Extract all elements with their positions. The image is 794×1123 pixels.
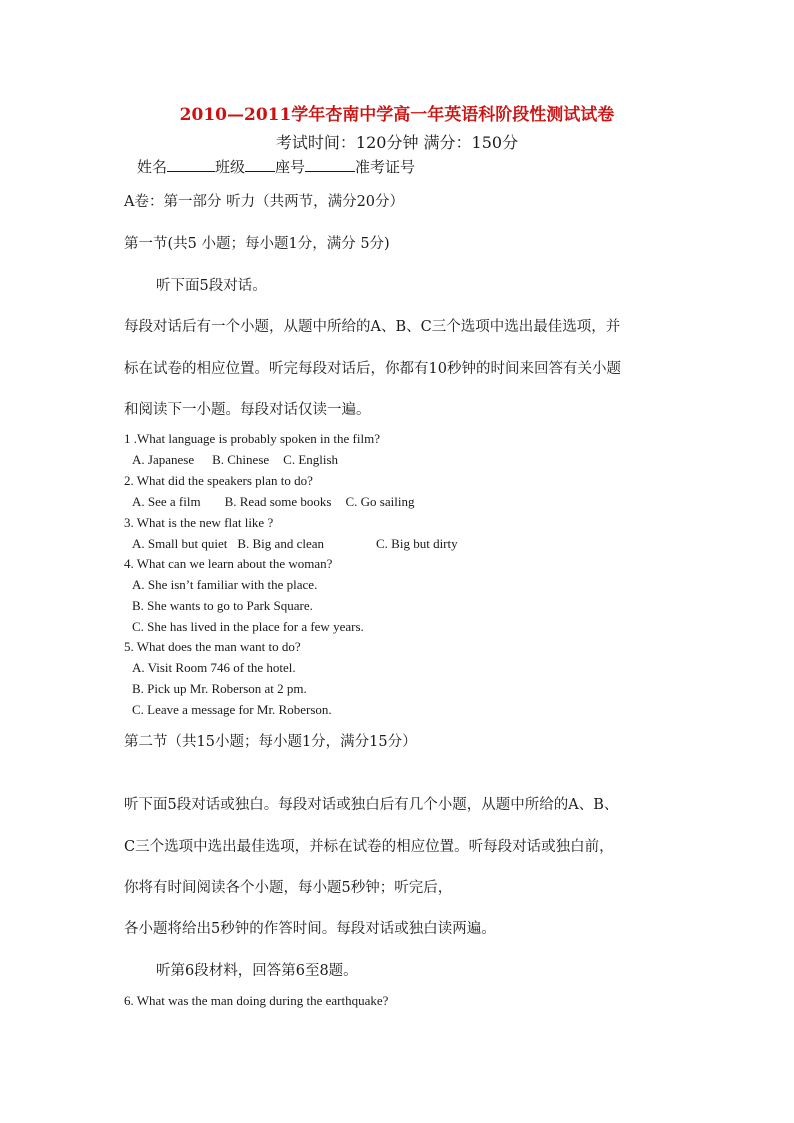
exam-info: 考试时间：120分钟 满分：150分 (275, 133, 519, 152)
section2-instruction-line: 听下面5段对话或独白。每段对话或独白后有几个小题，从题中所给的A、B、 (124, 797, 619, 813)
option[interactable]: C. Leave a message for Mr. Roberson. (132, 702, 332, 717)
class-blank[interactable] (245, 157, 275, 172)
section2-instruction-line: C三个选项中选出最佳选项，并标在试卷的相应位置。听每段对话或独白前， (124, 839, 614, 855)
option[interactable]: C. She has lived in the place for a few years. (132, 619, 364, 634)
name-label: 姓名 (137, 158, 168, 176)
student-info-line (137, 156, 415, 177)
option[interactable]: A. Small but quiet (132, 536, 228, 551)
seat-blank[interactable] (305, 157, 355, 172)
class-label: 班级 (215, 158, 246, 176)
option[interactable]: B. Read some books (224, 494, 332, 509)
option[interactable]: A. Visit Room 746 of the hotel. (132, 660, 296, 675)
option[interactable]: C. Go sailing (345, 494, 415, 509)
option[interactable]: A. See a film (132, 494, 201, 509)
material-intro: 听第6段材料，回答第6至8题。 (156, 963, 358, 979)
section1-heading: 第一节(共5 小题；每小题1分，满分 5分) (124, 236, 390, 252)
option-row (132, 452, 338, 468)
option[interactable]: A. Japanese (132, 452, 195, 467)
section1-instruction-line: 标在试卷的相应位置。听完每段对话后，你都有10秒钟的时间来回答有关小题 (124, 361, 621, 377)
option[interactable]: C. Big but dirty (376, 536, 458, 551)
option-row (132, 494, 414, 510)
section2-instruction-line: 你将有时间阅读各个小题，每小题5秒钟；听完后， (124, 880, 453, 896)
section1-instruction-line: 每段对话后有一个小题，从题中所给的A、B、C三个选项中选出最佳选项，并 (124, 319, 621, 335)
option[interactable]: C. English (283, 452, 339, 467)
section1-instruction-line: 和阅读下一小题。每段对话仅读一遍。 (124, 402, 371, 418)
question-text: 1 .What language is probably spoken in the film? (124, 431, 380, 446)
seat-label: 座号 (275, 158, 306, 176)
question-text: 5. What does the man want to do? (124, 639, 301, 654)
name-blank[interactable] (167, 157, 215, 172)
option[interactable]: B. Big and clean (237, 536, 324, 551)
option[interactable]: B. She wants to go to Park Square. (132, 598, 313, 613)
option[interactable]: B. Pick up Mr. Roberson at 2 pm. (132, 681, 307, 696)
option-row (132, 536, 458, 552)
option[interactable]: A. She isn’t familiar with the place. (132, 577, 318, 592)
option[interactable]: B. Chinese (212, 452, 270, 467)
exam-title: 2010—2011学年杏南中学高一年英语科阶段性测试试卷 (179, 105, 615, 125)
section1-intro: 听下面5段对话。 (156, 278, 267, 294)
section2-heading: 第二节（共15小题；每小题1分，满分15分） (124, 734, 417, 750)
part-a-heading: A卷：第一部分 听力（共两节，满分20分） (124, 194, 405, 210)
question-text: 6. What was the man doing during the earthquake? (124, 993, 389, 1008)
section2-instruction-line: 各小题将给出5秒钟的作答时间。每段对话或独白读两遍。 (124, 921, 496, 937)
question-text: 2. What did the speakers plan to do? (124, 473, 313, 488)
question-text: 4. What can we learn about the woman? (124, 556, 333, 571)
exam-number-label: 准考证号 (355, 158, 416, 176)
question-text: 3. What is the new flat like ? (124, 515, 274, 530)
